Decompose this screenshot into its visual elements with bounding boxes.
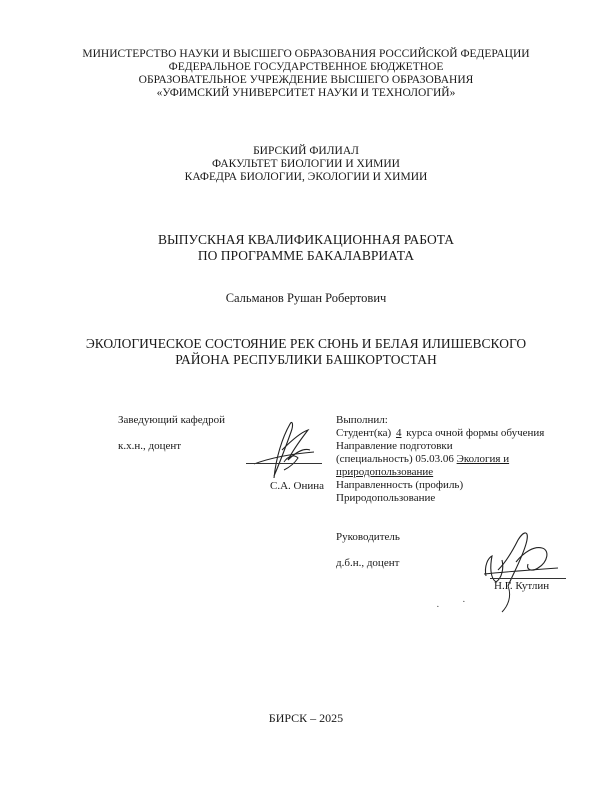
topic-line-2: РАЙОНА РЕСПУБЛИКИ БАШКОРТОСТАН	[175, 352, 437, 367]
supervisor-signature	[478, 522, 562, 618]
institution-type-line: ОБРАЗОВАТЕЛЬНОЕ УЧРЕЖДЕНИЕ ВЫСШЕГО ОБРАЗОВАНИЯ	[138, 74, 474, 86]
specialty-name-1: Экология и	[456, 453, 510, 465]
head-role: Заведующий кафедрой	[118, 414, 225, 426]
ministry-line: МИНИСТЕРСТВО НАУКИ И ВЫСШЕГО ОБРАЗОВАНИЯ РОССИЙСКОЙ ФЕДЕРАЦИИ	[82, 48, 530, 60]
profile-label: Направленность (профиль)	[336, 479, 464, 491]
department-line: КАФЕДРА БИОЛОГИИ, ЭКОЛОГИИ И ХИМИИ	[184, 171, 428, 183]
student-suffix: курса очной формы обучения	[406, 427, 545, 439]
supervisor-degree: д.б.н., доцент	[336, 557, 400, 569]
head-signature	[244, 418, 320, 484]
stray-mark-1: ·	[436, 601, 440, 613]
student-line	[336, 427, 544, 440]
specialty-name-2: природопользование	[336, 466, 434, 478]
topic-line-1: ЭКОЛОГИЧЕСКОЕ СОСТОЯНИЕ РЕК СЮНЬ И БЕЛАЯ ИЛИШЕВСКОГО	[85, 336, 527, 351]
work-type-line-1: ВЫПУСКНАЯ КВАЛИФИКАЦИОННАЯ РАБОТА	[157, 232, 455, 247]
supervisor-role: Руководитель	[336, 531, 400, 543]
head-name: С.А. Онина	[270, 480, 325, 492]
head-signature-line	[246, 463, 322, 464]
supervisor-name: Н.Г. Кутлин	[494, 580, 550, 592]
author-name: Сальманов Рушан Робертович	[225, 291, 387, 305]
student-prefix: Студент(ка)	[336, 427, 392, 439]
work-type-line-2: ПО ПРОГРАММЕ БАКАЛАВРИАТА	[197, 248, 415, 263]
course-number: 4	[395, 427, 402, 439]
branch-line: БИРСКИЙ ФИЛИАЛ	[253, 145, 359, 157]
profile-value: Природопользование	[336, 492, 436, 504]
federal-line: ФЕДЕРАЛЬНОЕ ГОСУДАРСТВЕННОЕ БЮДЖЕТНОЕ	[168, 61, 444, 73]
specialty-prefix: (специальность) 05.03.06	[336, 453, 454, 465]
faculty-line: ФАКУЛЬТЕТ БИОЛОГИИ И ХИМИИ	[212, 158, 400, 170]
specialty-line	[336, 453, 509, 466]
supervisor-signature-line	[490, 578, 566, 579]
direction-label: Направление подготовки	[336, 440, 453, 452]
performer-label: Выполнил:	[336, 414, 388, 426]
stray-mark-2: ·	[462, 596, 466, 608]
university-line: «УФИМСКИЙ УНИВЕРСИТЕТ НАУКИ И ТЕХНОЛОГИЙ»	[156, 87, 456, 99]
head-degree: к.х.н., доцент	[118, 440, 182, 452]
city-year: БИРСК – 2025	[268, 711, 344, 725]
